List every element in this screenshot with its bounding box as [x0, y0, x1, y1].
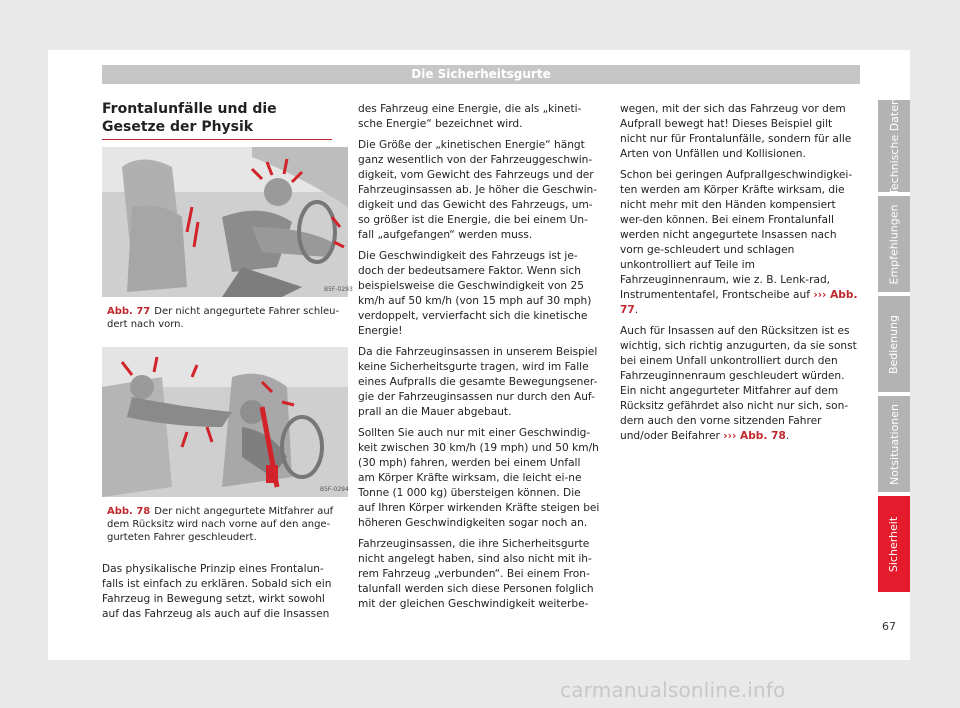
page-number: 67	[882, 620, 896, 633]
title-divider	[102, 139, 332, 140]
tab-sicherheit[interactable]	[878, 496, 910, 592]
paragraph: Da die Fahrzeuginsassen in unserem Beispiel keine Sicherheitsgurte tragen, wird im Falle eines Aufpralls die gesamte Bewegungsener-gie der Fahrzeuginsassen nur durch den Auf-prall an die Mauer abgebaut.	[358, 346, 598, 418]
tab-technische-daten[interactable]	[878, 97, 910, 195]
paragraph: Fahrzeuginsassen, die ihre Sicherheitsgurte nicht angelegt haben, sind also nicht mit ih-rem Fahrzeug „verbunden“. Bei einem Fron-talunfall werden sich diese Personen folglich mit der gleichen Geschwindigkeit weiterbe-	[358, 538, 594, 610]
figure-78-caption-text: Der nicht angegurtete Mitfahrer auf dem Rücksitz wird nach vorne auf den ange-gurteten Fahrer geschleudert.	[107, 506, 334, 543]
tab-label: Empfehlungen	[887, 204, 901, 284]
figure-78-caption	[107, 505, 347, 544]
column-1-text	[102, 562, 334, 628]
punctuation: .	[634, 304, 639, 316]
punctuation: .	[785, 430, 790, 442]
section-title: Frontalunfälle und die Gesetze der Physik	[102, 101, 277, 135]
tab-empfehlungen[interactable]	[878, 196, 910, 292]
tab-label: Sicherheit	[887, 516, 901, 572]
paragraph	[620, 168, 860, 318]
paragraph	[620, 324, 860, 444]
figure-77-code: B5F-0293	[324, 286, 353, 293]
paragraph: Die Größe der „kinetischen Energie“ hängt ganz wesentlich von der Fahrzeuggeschwin-digkeit, vom Gewicht des Fahrzeugs und der Fahrzeuginsassen ab. Je höher die Geschwin-digkeit und das Gewicht des Fahrzeugs, um-so größer ist die Energie, die bei einem Un-fall „aufgefangen“ werden muss.	[358, 139, 598, 241]
column-3-text	[620, 102, 860, 450]
figure-78-label: Abb. 78	[107, 506, 151, 517]
figure-78-code: B5F-0294	[320, 486, 349, 493]
watermark: carmanualsonline.info	[560, 678, 786, 702]
paragraph: wegen, mit der sich das Fahrzeug vor dem Aufprall bewegt hat! Dieses Beispiel gilt nicht nur für Frontalunfälle, sondern für alle Arten von Unfällen und Kollisionen.	[620, 103, 852, 160]
paragraph-text: Auch für Insassen auf den Rücksitzen ist es wichtig, sich richtig anzugurten, da sie sonst bei einem Unfall unkontrolliert durch den Fahrzeuginnenraum geschleudert würden. Ein nicht angegurteter Mitfahrer auf dem Rücksitz gefährdet also nicht nur sich, son-dern auch den vorne sitzenden Fahrer und/oder Beifahrer	[620, 325, 857, 442]
tab-bedienung[interactable]	[878, 296, 910, 392]
tab-label: Bedienung	[887, 314, 901, 374]
figure-77-caption	[107, 305, 347, 331]
column-2-text	[358, 102, 600, 618]
paragraph: Die Geschwindigkeit des Fahrzeugs ist je-doch der bedeutsamere Faktor. Wenn sich beispielsweise die Geschwindigkeit von 25 km/h auf 50 km/h (von 15 mph auf 30 mph) verdoppelt, vervierfacht sich die kinetische Energie!	[358, 250, 592, 337]
figure-78-image	[102, 347, 348, 497]
figure-77-image	[102, 147, 353, 297]
tab-label: Notsituationen	[887, 403, 901, 485]
figure-77-caption-text: Der nicht angegurtete Fahrer schleu-dert nach vorn.	[107, 306, 340, 330]
figure-78-reference-link[interactable]: ››› Abb. 78	[723, 430, 786, 442]
chapter-header: Die Sicherheitsgurte	[102, 65, 860, 84]
paragraph: Sollten Sie auch nur mit einer Geschwindig-keit zwischen 30 km/h (19 mph) und 50 km/h (30 mph) fahren, werden bei einem Unfall am Körper Kräfte wirksam, die leicht ei-ne Tonne (1 000 kg) übersteigen können. Die auf Ihren Körper wirkenden Kräfte steigen bei höheren Geschwindigkeiten sogar noch an.	[358, 427, 600, 529]
tab-label: Technische Daten	[887, 97, 901, 195]
tab-notsituationen[interactable]	[878, 396, 910, 492]
figure-77-label: Abb. 77	[107, 306, 151, 317]
paragraph: Das physikalische Prinzip eines Frontalun-falls ist einfach zu erklären. Sobald sich ein Fahrzeug in Bewegung setzt, wirkt sowohl auf das Fahrzeug als auch auf die Insassen	[102, 563, 332, 620]
paragraph: des Fahrzeug eine Energie, die als „kineti-sche Energie“ bezeichnet wird.	[358, 103, 582, 130]
figure-77-reference-link[interactable]: ››› Abb. 77	[620, 289, 858, 316]
paragraph-text: Schon bei geringen Aufprallgeschwindigkei-ten werden am Körper Kräfte wirksam, die nicht mehr mit den Händen kompensiert wer-den können. Bei einem Frontalunfall werden nicht angegurtete Insassen nach vorn ge-schleudert und schlagen unkontrolliert auf Teile im Fahrzeuginnenraum, wie z. B. Lenk-rad, Instrumententafel, Frontscheibe auf	[620, 169, 853, 301]
